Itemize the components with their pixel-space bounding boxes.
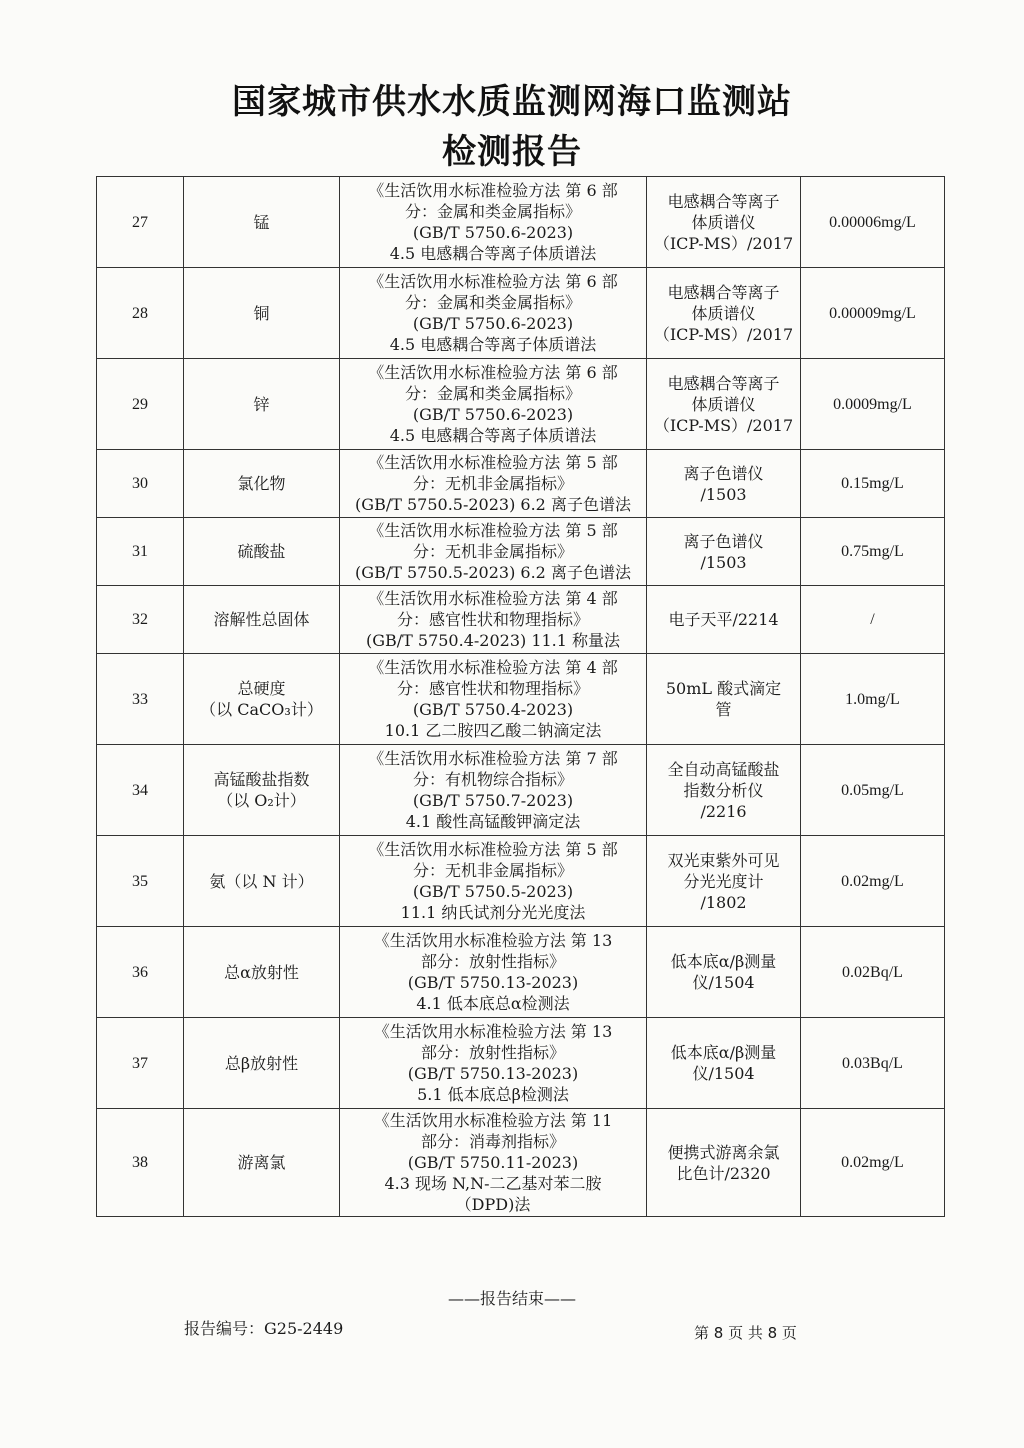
test-method-line: 分：无机非金属指标》 [412,474,573,493]
test-method-line: 分：金属和类金属指标》 [404,202,581,221]
table-row [97,586,945,654]
table-row [97,1109,945,1217]
test-method [340,177,647,268]
test-method [340,450,647,518]
test-item [184,1109,340,1217]
test-item-line: 总硬度 [237,679,286,698]
instrument [647,836,801,927]
table-row [97,745,945,836]
test-method-line: (GB/T 5750.5-2023) 6.2 离子色谱法 [355,563,631,582]
test-item-line: 硫酸盐 [237,542,286,561]
test-item-line: 总β放射性 [224,1053,299,1073]
test-method-line: 10.1 乙二胺四乙酸二钠滴定法 [384,721,602,740]
test-method-line: 分：无机非金属指标》 [412,861,573,880]
row-number: 31 [97,518,184,586]
test-method-line: (GB/T 5750.11-2023) [407,1153,579,1172]
test-item [184,359,340,450]
test-method [340,745,647,836]
test-method-line: 分：感官性状和物理指标》 [396,610,589,629]
test-method-line: 《生活饮用水标准检验方法 第 4 部 [368,658,618,677]
test-item [184,518,340,586]
test-item [184,836,340,927]
detection-limit: / [801,586,945,654]
test-method-line: 《生活饮用水标准检验方法 第 5 部 [368,453,618,472]
instrument-line: /1503 [700,552,747,572]
test-method-line: 部分：消毒剂指标》 [420,1132,565,1151]
test-method-line: 4.3 现场 N,N-二乙基对苯二胺 [384,1174,602,1193]
test-item [184,586,340,654]
instrument-line: 体质谱仪 [691,394,756,414]
table-row [97,836,945,927]
test-method [340,927,647,1018]
instrument-line: 体质谱仪 [691,303,756,323]
report-subtitle: 检测报告 [442,132,582,172]
test-method-line: 5.1 低本底总β检测法 [417,1085,569,1104]
row-number: 27 [97,177,184,268]
test-method [340,518,647,586]
instrument [647,745,801,836]
instrument-line: 指数分析仪 [683,780,764,800]
test-item-line: 锌 [253,394,270,414]
instrument [647,927,801,1018]
instrument-line: 低本底α/β测量 [670,1043,777,1062]
test-method-line: 部分：放射性指标》 [420,952,565,971]
detection-limit: 0.15mg/L [801,450,945,518]
test-item [184,745,340,836]
row-number: 33 [97,654,184,745]
test-method-line: 分：有机物综合指标》 [412,770,573,789]
instrument-line: /1802 [700,892,747,912]
test-item-line: 氯化物 [237,474,286,493]
test-method-line: 11.1 纳氏试剂分光光度法 [400,903,586,922]
instrument-line: （ICP-MS）/2017 [653,324,794,344]
results-table-body [97,177,945,1217]
page-info: 第 8 页 共 8 页 [694,1324,797,1342]
test-method-line: 4.5 电感耦合等离子体质谱法 [389,244,597,263]
test-item-line: 高锰酸盐指数 [213,770,310,789]
test-method-line: 4.5 电感耦合等离子体质谱法 [389,335,597,354]
row-number: 38 [97,1109,184,1217]
instrument-line: 离子色谱仪 [683,531,764,551]
test-method-line: (GB/T 5750.6-2023) [412,223,574,242]
test-item-line: 游离氯 [237,1153,286,1172]
test-method [340,1018,647,1109]
test-method-line: 4.5 电感耦合等离子体质谱法 [389,426,597,445]
test-method-line: 分：感官性状和物理指标》 [396,679,589,698]
test-method [340,359,647,450]
test-item-line: 总α放射性 [224,962,299,982]
test-method-line: 《生活饮用水标准检验方法 第 6 部 [368,363,618,382]
detection-limit: 0.00006mg/L [801,177,945,268]
test-method-line: (GB/T 5750.4-2023) [412,700,574,719]
test-method [340,654,647,745]
table-row [97,359,945,450]
instrument [647,586,801,654]
detection-limit: 1.0mg/L [801,654,945,745]
test-method-line: 分：金属和类金属指标》 [404,384,581,403]
instrument-line: 体质谱仪 [691,212,756,232]
instrument-line: 50mL 酸式滴定 [665,679,782,698]
test-method-line: (GB/T 5750.6-2023) [412,405,574,424]
detection-limit: 0.02Bq/L [801,927,945,1018]
table-row [97,450,945,518]
instrument-line: 全自动高锰酸盐 [667,759,780,779]
test-method [340,1109,647,1217]
results-table [96,176,945,1217]
test-method-line: (GB/T 5750.5-2023) 6.2 离子色谱法 [355,495,631,514]
test-method-line: 分：无机非金属指标》 [412,542,573,561]
test-method-line: 《生活饮用水标准检验方法 第 11 [373,1111,613,1130]
detection-limit: 0.75mg/L [801,518,945,586]
row-number: 35 [97,836,184,927]
instrument-line: 仪/1504 [692,973,755,992]
instrument-line: 电感耦合等离子 [667,373,780,393]
test-method-line: 《生活饮用水标准检验方法 第 5 部 [368,521,618,540]
test-item-line: 溶解性总固体 [213,610,310,629]
test-method-line: 《生活饮用水标准检验方法 第 6 部 [368,181,618,200]
instrument [647,654,801,745]
instrument-line: （ICP-MS）/2017 [653,415,794,435]
test-method-line: 《生活饮用水标准检验方法 第 13 [373,1022,613,1041]
instrument [647,1109,801,1217]
test-method-line: 4.1 低本底总α检测法 [416,994,570,1013]
instrument-line: 电感耦合等离子 [667,191,780,211]
instrument [647,177,801,268]
row-number: 32 [97,586,184,654]
detection-limit: 0.0009mg/L [801,359,945,450]
test-method-line: 《生活饮用水标准检验方法 第 7 部 [368,749,618,768]
instrument [647,268,801,359]
table-row [97,518,945,586]
instrument-line: 分光光度计 [683,871,764,891]
row-number: 36 [97,927,184,1018]
table-row [97,177,945,268]
row-number: 28 [97,268,184,359]
test-method-line: (GB/T 5750.7-2023) [412,791,574,810]
test-method-line: 分：金属和类金属指标》 [404,293,581,312]
report-title: 国家城市供水水质监测网海口监测站 [232,82,792,122]
instrument [647,359,801,450]
report-end-mark: ——报告结束—— [447,1289,576,1308]
table-row [97,927,945,1018]
table-row [97,1018,945,1109]
table-row [97,268,945,359]
instrument [647,518,801,586]
instrument-line: 离子色谱仪 [683,463,764,483]
test-method-line: （DPD)法 [455,1195,531,1214]
test-method-line: (GB/T 5750.5-2023) [412,882,574,901]
test-method [340,268,647,359]
instrument-line: /2216 [700,801,747,821]
instrument [647,1018,801,1109]
test-item [184,1018,340,1109]
instrument-line: 便携式游离余氯 [667,1142,780,1162]
row-number: 37 [97,1018,184,1109]
test-method [340,836,647,927]
test-method [340,586,647,654]
test-method-line: 部分：放射性指标》 [420,1043,565,1062]
test-method-line: (GB/T 5750.13-2023) [407,1064,579,1083]
instrument [647,450,801,518]
row-number: 29 [97,359,184,450]
instrument-line: 电子天平/2214 [668,610,779,629]
report-number: 报告编号：G25-2449 [184,1319,344,1338]
detection-limit: 0.02mg/L [801,836,945,927]
test-item-line: 氨（以 N 计） [209,871,314,891]
test-method-line: 《生活饮用水标准检验方法 第 13 [373,931,613,950]
instrument-line: 管 [715,700,732,719]
test-item [184,268,340,359]
test-item [184,927,340,1018]
test-method-line: 《生活饮用水标准检验方法 第 4 部 [368,589,618,608]
instrument-line: 双光束紫外可见 [667,850,780,870]
row-number: 30 [97,450,184,518]
instrument-line: 电感耦合等离子 [667,282,780,302]
test-method-line: (GB/T 5750.6-2023) [412,314,574,333]
instrument-line: 比色计/2320 [676,1163,771,1183]
test-item [184,654,340,745]
test-item-line: 锰 [253,212,270,232]
instrument-line: 低本底α/β测量 [670,952,777,971]
test-method-line: 《生活饮用水标准检验方法 第 6 部 [368,272,618,291]
row-number: 34 [97,745,184,836]
test-item-line: （以 O₂计） [217,791,306,810]
test-item-line: （以 CaCO₃计） [200,700,323,719]
detection-limit: 0.03Bq/L [801,1018,945,1109]
test-method-line: (GB/T 5750.4-2023) 11.1 称量法 [365,631,621,650]
test-item-line: 铜 [253,303,270,323]
test-method-line: (GB/T 5750.13-2023) [407,973,579,992]
test-method-line: 4.1 酸性高锰酸钾滴定法 [405,812,581,831]
test-item [184,450,340,518]
instrument-line: （ICP-MS）/2017 [653,233,794,253]
instrument-line: /1503 [700,484,747,504]
detection-limit: 0.02mg/L [801,1109,945,1217]
test-method-line: 《生活饮用水标准检验方法 第 5 部 [368,840,618,859]
detection-limit: 0.00009mg/L [801,268,945,359]
table-row [97,654,945,745]
detection-limit: 0.05mg/L [801,745,945,836]
instrument-line: 仪/1504 [692,1064,755,1083]
test-item [184,177,340,268]
